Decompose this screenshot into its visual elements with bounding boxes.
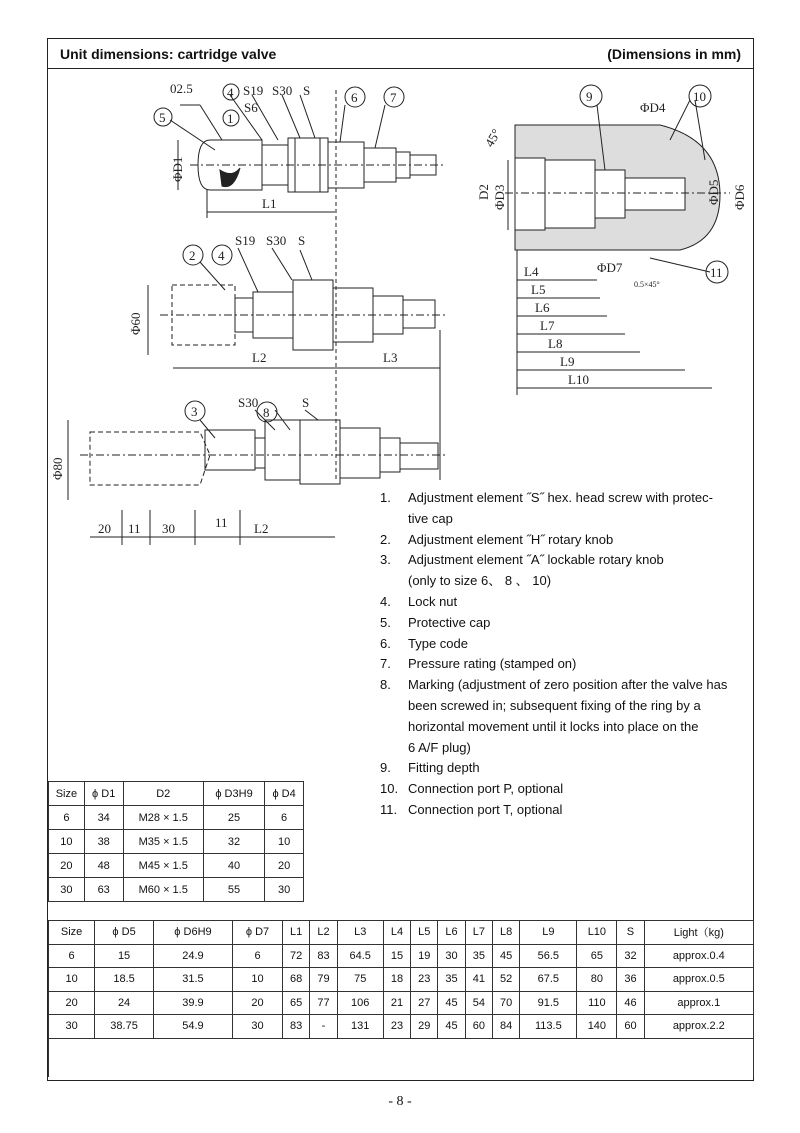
page-number: - 8 - bbox=[388, 1094, 412, 1109]
label-d7: ΦD7 bbox=[597, 260, 623, 275]
table-cell: 29 bbox=[411, 1015, 438, 1039]
callout-8: 8 bbox=[263, 405, 270, 420]
table-cell: 32 bbox=[203, 830, 264, 854]
table-cell: 10 bbox=[232, 968, 282, 992]
table-cell: 68 bbox=[283, 968, 310, 992]
table-cell: 80 bbox=[577, 968, 617, 992]
note-item: 9. Fitting depth bbox=[380, 760, 480, 776]
label-s19: S19 bbox=[243, 83, 264, 98]
dimensions-table-2 bbox=[48, 920, 754, 1077]
label-sb: S bbox=[298, 233, 306, 248]
table-cell: 24.9 bbox=[153, 944, 232, 968]
table2-body bbox=[49, 921, 754, 1077]
note-item: 11. Connection port T, optional bbox=[380, 801, 563, 817]
note-item: 1. Adjustment element ˝S˝ hex. head screw with protec- tive cap bbox=[380, 490, 713, 526]
header-cell: L10 bbox=[577, 921, 617, 945]
table-row bbox=[49, 944, 754, 968]
table-cell: 15 bbox=[95, 944, 154, 968]
table-cell: 18.5 bbox=[95, 968, 154, 992]
table-cell: 55 bbox=[203, 878, 264, 902]
table-cell: 15 bbox=[383, 944, 410, 968]
view1-drawing bbox=[170, 90, 445, 480]
legend-notes bbox=[380, 488, 750, 821]
label-s30: S30 bbox=[272, 83, 293, 98]
table-cell: 20 bbox=[49, 854, 85, 878]
note-item: 5. Protective cap bbox=[380, 614, 491, 630]
table-cell: 131 bbox=[337, 1015, 383, 1039]
label-d6: ΦD6 bbox=[732, 184, 747, 210]
label-45deg: 45° bbox=[481, 126, 504, 150]
label-20: 20 bbox=[98, 521, 111, 536]
label-l9: L9 bbox=[560, 354, 575, 369]
label-d60: Φ60 bbox=[128, 312, 143, 335]
table-cell: 20 bbox=[49, 991, 95, 1015]
table-cell: 34 bbox=[84, 806, 123, 830]
callout-10: 10 bbox=[693, 89, 706, 104]
table-cell: 10 bbox=[265, 830, 304, 854]
table-cell: 30 bbox=[265, 878, 304, 902]
header-cell: ϕ D5 bbox=[95, 921, 154, 945]
dimensions-table-1 bbox=[48, 781, 304, 902]
table-row bbox=[49, 806, 304, 830]
table-cell: 10 bbox=[49, 968, 95, 992]
label-l4: L4 bbox=[524, 264, 539, 279]
table-cell: 91.5 bbox=[520, 991, 577, 1015]
header-cell: L5 bbox=[411, 921, 438, 945]
label-s19b: S19 bbox=[235, 233, 256, 248]
table-cell: 72 bbox=[283, 944, 310, 968]
label-chamfer: 0.5×45° bbox=[634, 280, 660, 289]
table-cell: 75 bbox=[337, 968, 383, 992]
header-cell: L4 bbox=[383, 921, 410, 945]
header-cell: L6 bbox=[438, 921, 465, 945]
header-cell: L9 bbox=[520, 921, 577, 945]
note-item: 10. Connection port P, optional bbox=[380, 781, 564, 797]
table-cell: approx.1 bbox=[644, 991, 753, 1015]
table-cell: 54 bbox=[465, 991, 492, 1015]
label-l2: L2 bbox=[252, 350, 267, 365]
table-cell: 64.5 bbox=[337, 944, 383, 968]
label-d2: D2 bbox=[476, 184, 491, 200]
table-row bbox=[49, 830, 304, 854]
callout-11: 11 bbox=[710, 265, 723, 280]
table-header-row bbox=[49, 921, 754, 945]
table-cell: 36 bbox=[617, 968, 644, 992]
header-cell: D2 bbox=[123, 782, 203, 806]
table-cell: 67.5 bbox=[520, 968, 577, 992]
table-cell: 52 bbox=[493, 968, 520, 992]
table-cell: 40 bbox=[203, 854, 264, 878]
table-cell: 83 bbox=[310, 944, 337, 968]
label-l1: L1 bbox=[262, 196, 277, 211]
note-item: 4. Lock nut bbox=[380, 593, 458, 609]
label-l6: L6 bbox=[535, 300, 550, 315]
table-row bbox=[49, 854, 304, 878]
label-s30b: S30 bbox=[266, 233, 287, 248]
table-row bbox=[49, 968, 754, 992]
table-cell: 6 bbox=[265, 806, 304, 830]
table-cell: - bbox=[310, 1015, 337, 1039]
label-l5: L5 bbox=[531, 282, 546, 297]
table-cell: 140 bbox=[577, 1015, 617, 1039]
table-cell: 84 bbox=[493, 1015, 520, 1039]
table-cell: 23 bbox=[383, 1015, 410, 1039]
label-d3: ΦD3 bbox=[492, 184, 507, 210]
label-l8: L8 bbox=[548, 336, 563, 351]
table-cell: 83 bbox=[283, 1015, 310, 1039]
note-item: 8. Marking (adjustment of zero position after the valve has been screwed in; subsequent fixing of the ring by a horizontal movement until it locks into place on the 6 A/F plug) bbox=[380, 677, 728, 755]
callout-1: 1 bbox=[227, 111, 234, 126]
header-cell: ϕ D7 bbox=[232, 921, 282, 945]
label-02-5: 02.5 bbox=[170, 81, 193, 96]
header-cell: L8 bbox=[493, 921, 520, 945]
units-note: (Dimensions in mm) bbox=[607, 46, 741, 62]
note-item: 3. Adjustment element ˝A˝ lockable rotary knob (only to size 6、 8 、 10) bbox=[380, 552, 664, 589]
table-cell: 38.75 bbox=[95, 1015, 154, 1039]
table-cell: 10 bbox=[49, 830, 85, 854]
table-cell: 6 bbox=[49, 806, 85, 830]
callout-2: 2 bbox=[189, 248, 196, 263]
table-cell: 60 bbox=[465, 1015, 492, 1039]
table-cell: approx.0.5 bbox=[644, 968, 753, 992]
table-cell: M60 × 1.5 bbox=[123, 878, 203, 902]
table-cell: 30 bbox=[49, 878, 85, 902]
header-cell: ϕ D1 bbox=[84, 782, 123, 806]
header-cell: L3 bbox=[337, 921, 383, 945]
label-l2c: L2 bbox=[254, 521, 269, 536]
table-cell: 6 bbox=[49, 944, 95, 968]
empty-cell bbox=[49, 1038, 754, 1077]
table-cell: 77 bbox=[310, 991, 337, 1015]
table-cell: 30 bbox=[232, 1015, 282, 1039]
callout-3: 3 bbox=[191, 404, 198, 419]
table-cell: 65 bbox=[577, 944, 617, 968]
table-cell: 39.9 bbox=[153, 991, 232, 1015]
table-cell: 45 bbox=[438, 991, 465, 1015]
table-header-row bbox=[49, 782, 304, 806]
header-cell: Size bbox=[49, 782, 85, 806]
table-cell: 113.5 bbox=[520, 1015, 577, 1039]
table-cell: 31.5 bbox=[153, 968, 232, 992]
table-cell: 20 bbox=[232, 991, 282, 1015]
note-item: 7. Pressure rating (stamped on) bbox=[380, 656, 577, 672]
table-cell: M35 × 1.5 bbox=[123, 830, 203, 854]
table-cell: 21 bbox=[383, 991, 410, 1015]
section-title: Unit dimensions: cartridge valve bbox=[60, 46, 277, 62]
table-cell: 45 bbox=[438, 1015, 465, 1039]
callout-9: 9 bbox=[586, 89, 593, 104]
table-cell: 48 bbox=[84, 854, 123, 878]
table-cell: 54.9 bbox=[153, 1015, 232, 1039]
note-item: 2. Adjustment element ˝H˝ rotary knob bbox=[380, 531, 614, 547]
label-s: S bbox=[303, 83, 311, 98]
header-cell: Light（kg) bbox=[644, 921, 753, 945]
table-cell: 23 bbox=[411, 968, 438, 992]
callout-4b: 4 bbox=[218, 248, 225, 263]
header-cell: ϕ D6H9 bbox=[153, 921, 232, 945]
table-cell: 41 bbox=[465, 968, 492, 992]
table-cell: 46 bbox=[617, 991, 644, 1015]
table-cell: 30 bbox=[438, 944, 465, 968]
table-row bbox=[49, 878, 304, 902]
table-row bbox=[49, 1015, 754, 1039]
label-l7: L7 bbox=[540, 318, 555, 333]
label-d4: ΦD4 bbox=[640, 100, 666, 115]
table-cell: 35 bbox=[438, 968, 465, 992]
table-cell: M45 × 1.5 bbox=[123, 854, 203, 878]
table-cell: 19 bbox=[411, 944, 438, 968]
table-cell: 20 bbox=[265, 854, 304, 878]
table-cell: 65 bbox=[283, 991, 310, 1015]
header-cell: ϕ D3H9 bbox=[203, 782, 264, 806]
table-cell: 70 bbox=[493, 991, 520, 1015]
table-cell: 38 bbox=[84, 830, 123, 854]
table-cell: 32 bbox=[617, 944, 644, 968]
table1-body bbox=[49, 782, 304, 902]
view4-drawing bbox=[505, 100, 730, 395]
label-d5: ΦD5 bbox=[706, 179, 721, 205]
header-cell: S bbox=[617, 921, 644, 945]
table-cell: approx.0.4 bbox=[644, 944, 753, 968]
table-cell: 79 bbox=[310, 968, 337, 992]
table-cell: 18 bbox=[383, 968, 410, 992]
callout-7: 7 bbox=[390, 90, 397, 105]
header-cell: L7 bbox=[465, 921, 492, 945]
table-cell: 60 bbox=[617, 1015, 644, 1039]
callout-5: 5 bbox=[159, 110, 166, 125]
label-d80: Φ80 bbox=[50, 457, 65, 480]
table-cell: approx.2.2 bbox=[644, 1015, 753, 1039]
table-cell: 24 bbox=[95, 991, 154, 1015]
label-sc: S bbox=[302, 395, 310, 410]
table-cell: 6 bbox=[232, 944, 282, 968]
callout-6: 6 bbox=[351, 90, 358, 105]
label-30: 30 bbox=[162, 521, 175, 536]
table-cell: 45 bbox=[493, 944, 520, 968]
header-cell: ϕ D4 bbox=[265, 782, 304, 806]
label-l3: L3 bbox=[383, 350, 398, 365]
table-row bbox=[49, 991, 754, 1015]
table-cell: 63 bbox=[84, 878, 123, 902]
table-cell: 35 bbox=[465, 944, 492, 968]
callout-4: 4 bbox=[227, 85, 234, 100]
header-cell: L1 bbox=[283, 921, 310, 945]
label-l10: L10 bbox=[568, 372, 589, 387]
table-empty-row bbox=[49, 1038, 754, 1077]
label-s6: S6 bbox=[244, 100, 258, 115]
table-cell: 25 bbox=[203, 806, 264, 830]
label-11b: 11 bbox=[215, 515, 228, 530]
table-cell: 30 bbox=[49, 1015, 95, 1039]
header-cell: L2 bbox=[310, 921, 337, 945]
header-cell: Size bbox=[49, 921, 95, 945]
note-item: 6. Type code bbox=[380, 635, 468, 651]
table-cell: M28 × 1.5 bbox=[123, 806, 203, 830]
table-cell: 106 bbox=[337, 991, 383, 1015]
table-cell: 27 bbox=[411, 991, 438, 1015]
label-d1: ΦD1 bbox=[170, 156, 185, 182]
label-11a: 11 bbox=[128, 521, 141, 536]
table-cell: 110 bbox=[577, 991, 617, 1015]
label-s30c: S30 bbox=[238, 395, 259, 410]
table-cell: 56.5 bbox=[520, 944, 577, 968]
